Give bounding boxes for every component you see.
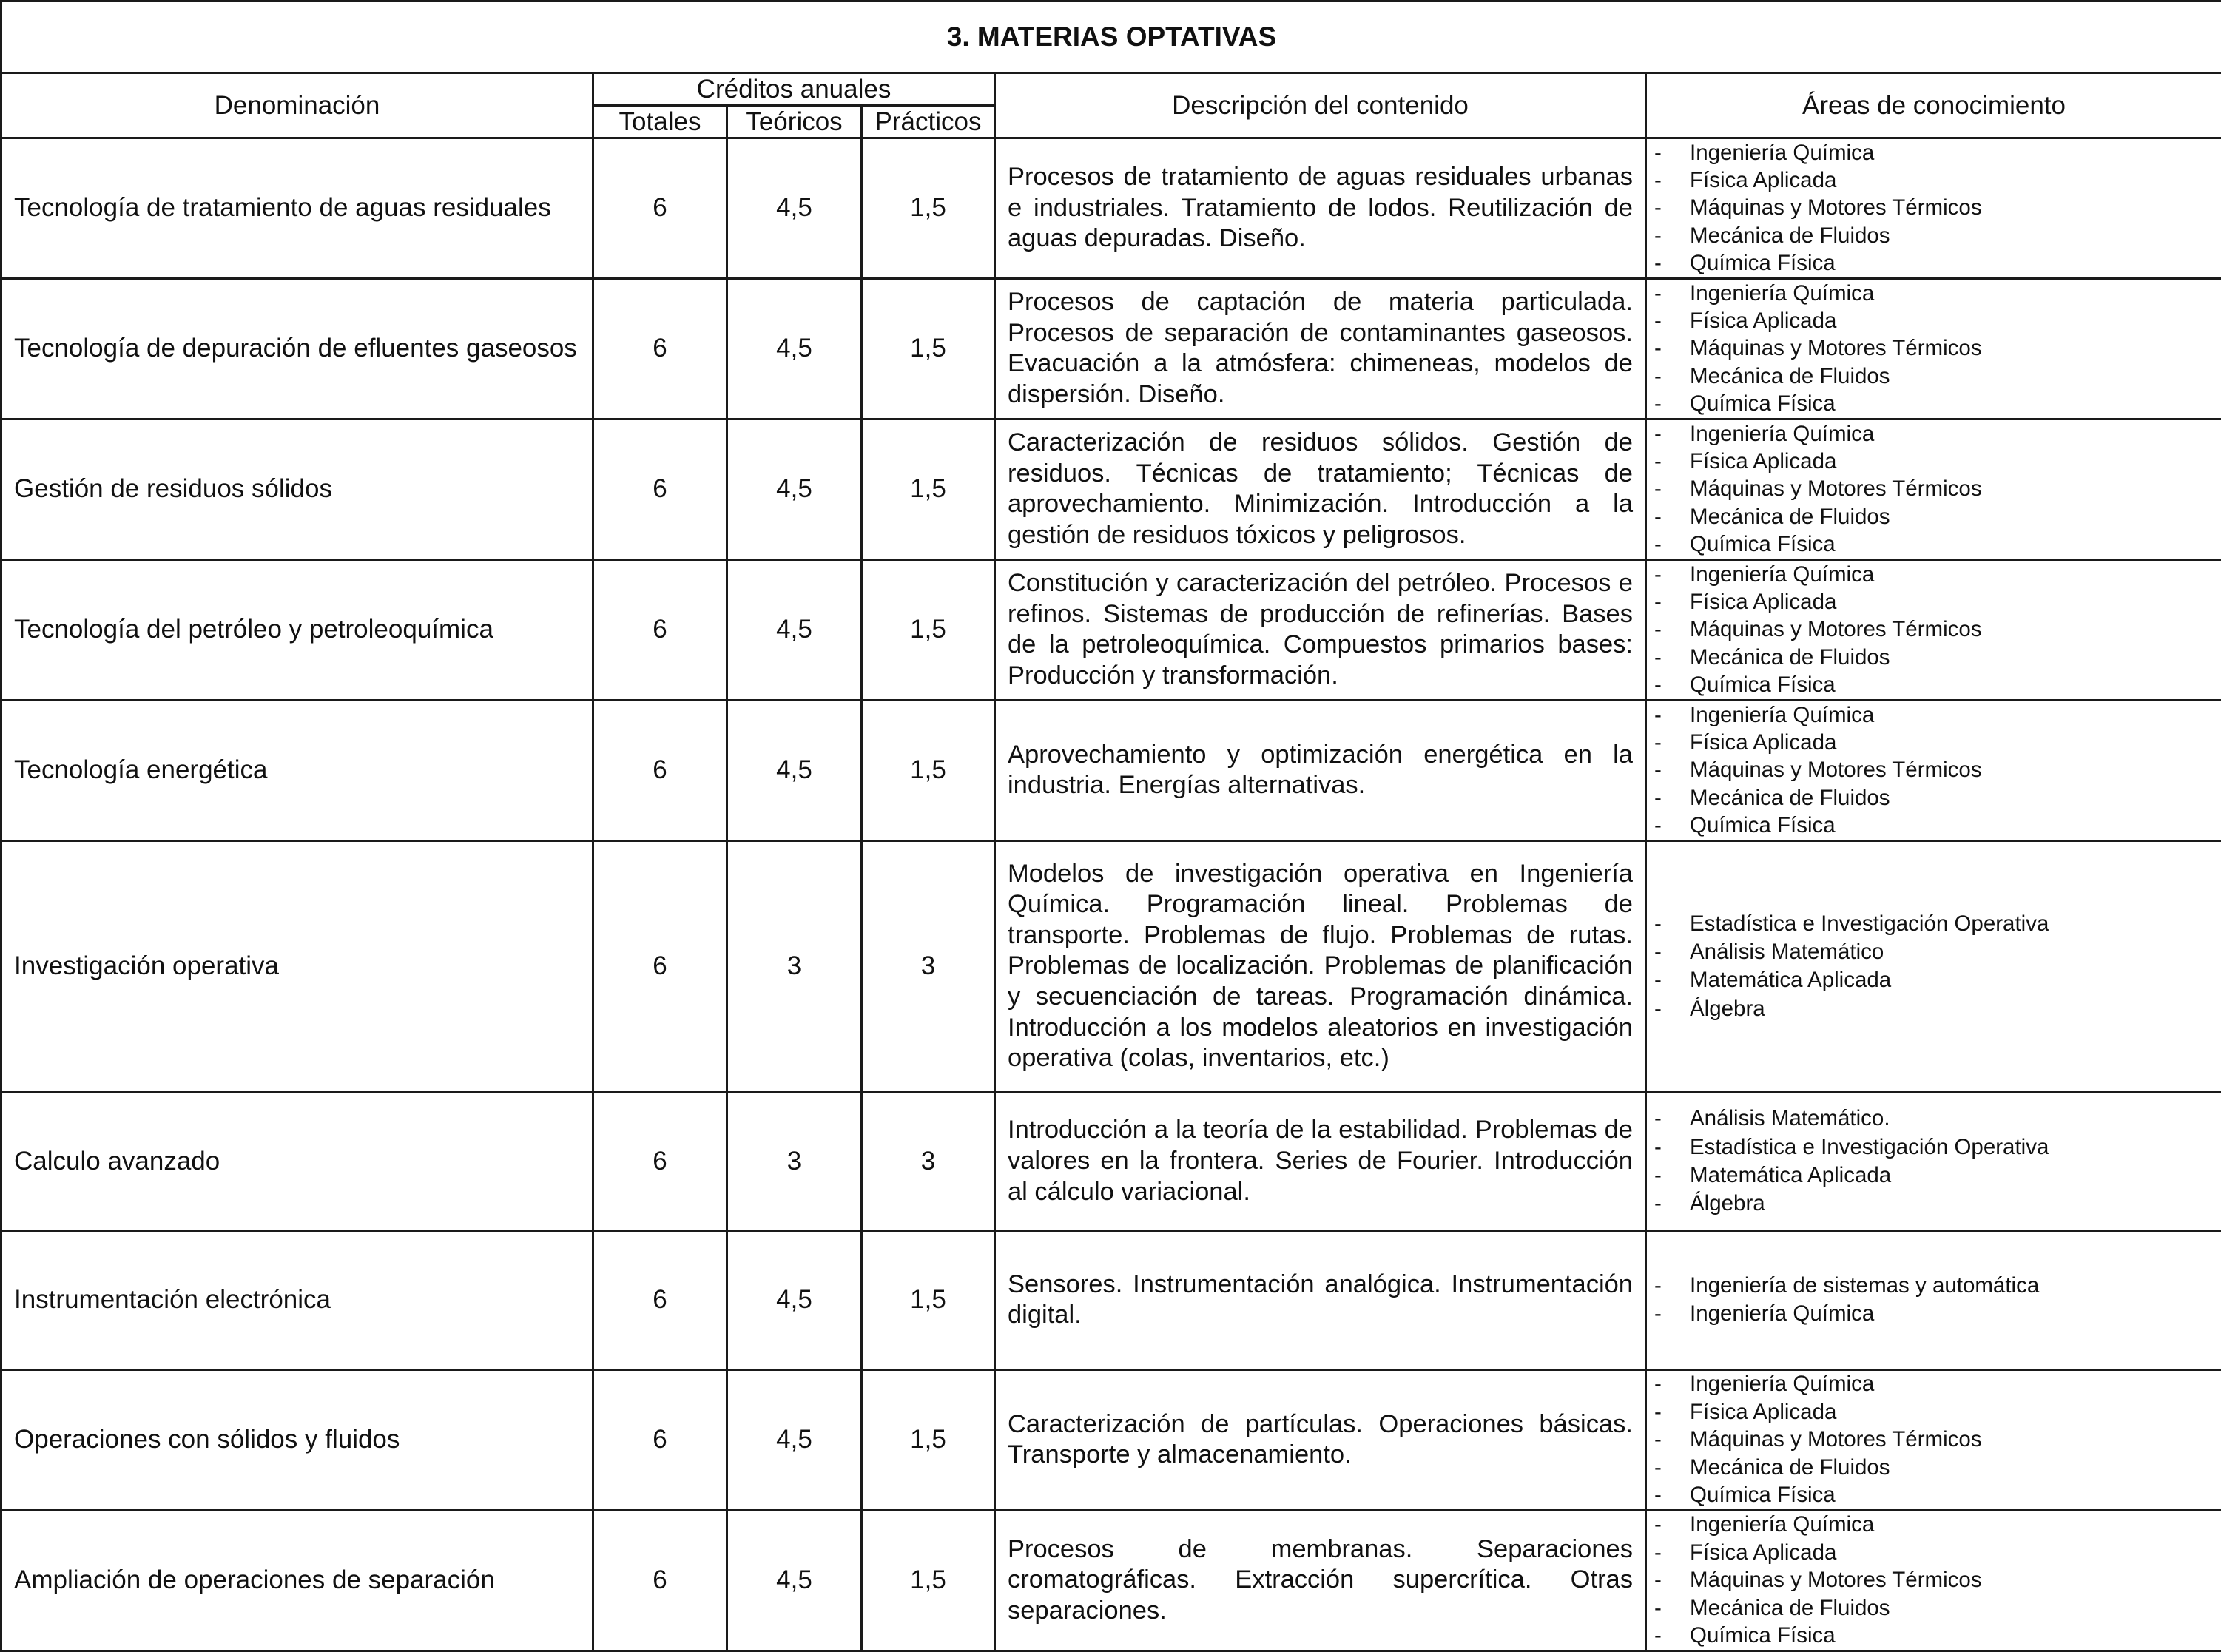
area-item — [1654, 139, 2221, 166]
bullet-dash: - — [1654, 532, 1690, 557]
area-label: Mecánica de Fluidos — [1690, 645, 1890, 670]
bullet-dash: - — [1654, 968, 1690, 993]
area-item — [1654, 222, 2221, 249]
bullet-dash: - — [1654, 758, 1690, 783]
area-label: Ingeniería Química — [1690, 703, 1874, 728]
knowledge-areas — [1646, 278, 2221, 419]
bullet-dash: - — [1654, 336, 1690, 361]
area-label: Física Aplicada — [1690, 449, 1836, 474]
area-label: Mecánica de Fluidos — [1690, 223, 1890, 249]
credits-teoricos: 4,5 — [727, 138, 862, 279]
credits-totales: 6 — [593, 840, 727, 1092]
credits-practicos: 1,5 — [862, 278, 995, 419]
area-item — [1654, 1133, 2221, 1162]
area-label: Ingeniería Química — [1690, 1301, 1874, 1326]
area-item — [1654, 812, 2221, 839]
area-item — [1654, 1594, 2221, 1622]
area-item — [1654, 910, 2221, 938]
bullet-dash: - — [1654, 562, 1690, 587]
knowledge-areas — [1646, 1369, 2221, 1510]
area-item — [1654, 1539, 2221, 1566]
content-description: Caracterización de partículas. Operaciones básicas. Transporte y almacenamiento. — [995, 1369, 1646, 1510]
credits-totales: 6 — [593, 700, 727, 840]
credits-practicos: 1,5 — [862, 1510, 995, 1651]
area-label: Máquinas y Motores Térmicos — [1690, 617, 1982, 642]
bullet-dash: - — [1654, 1540, 1690, 1565]
area-label: Matemática Aplicada — [1690, 1163, 1891, 1188]
content-description: Caracterización de residuos sólidos. Gestión de residuos. Técnicas de tratamiento; Técnicas de aprovechamiento. Minimización. Introducción a la gestión de residuos tóxicos y peligrosos. — [995, 419, 1646, 559]
subject-name: Investigación operativa — [1, 840, 593, 1092]
bullet-dash: - — [1654, 1191, 1690, 1216]
credits-totales: 6 — [593, 419, 727, 559]
table-row — [1, 559, 2221, 700]
area-item — [1654, 448, 2221, 475]
area-label: Química Física — [1690, 1483, 1836, 1508]
credits-practicos: 1,5 — [862, 138, 995, 279]
area-label: Mecánica de Fluidos — [1690, 786, 1890, 811]
bullet-dash: - — [1654, 590, 1690, 615]
area-label: Máquinas y Motores Térmicos — [1690, 1568, 1982, 1593]
area-item — [1654, 1567, 2221, 1594]
area-label: Física Aplicada — [1690, 1400, 1836, 1425]
subject-name: Ampliación de operaciones de separación — [1, 1510, 593, 1651]
area-item — [1654, 503, 2221, 530]
content-description: Introducción a la teoría de la estabilidad. Problemas de valores en la frontera. Series de Fourier. Introducción al cálculo variacional. — [995, 1092, 1646, 1230]
area-label: Física Aplicada — [1690, 168, 1836, 193]
subject-name: Operaciones con sólidos y fluidos — [1, 1369, 593, 1510]
bullet-dash: - — [1654, 911, 1690, 937]
area-label: Química Física — [1690, 532, 1836, 557]
area-item — [1654, 166, 2221, 194]
bullet-dash: - — [1654, 1455, 1690, 1480]
area-item — [1654, 1162, 2221, 1190]
credits-teoricos: 4,5 — [727, 1510, 862, 1651]
table-row — [1, 1230, 2221, 1369]
area-item — [1654, 1454, 2221, 1481]
area-item — [1654, 1300, 2221, 1328]
bullet-dash: - — [1654, 672, 1690, 698]
table-row — [1, 1092, 2221, 1230]
credits-totales: 6 — [593, 559, 727, 700]
area-item — [1654, 391, 2221, 418]
area-label: Ingeniería de sistemas y automática — [1690, 1273, 2039, 1298]
bullet-dash: - — [1654, 997, 1690, 1022]
area-item — [1654, 671, 2221, 698]
area-label: Ingeniería Química — [1690, 422, 1874, 447]
area-label: Mecánica de Fluidos — [1690, 1455, 1890, 1480]
area-item — [1654, 729, 2221, 756]
bullet-dash: - — [1654, 281, 1690, 306]
credits-totales: 6 — [593, 1369, 727, 1510]
credits-practicos: 3 — [862, 840, 995, 1092]
area-label: Ingeniería Química — [1690, 1512, 1874, 1537]
area-item — [1654, 616, 2221, 644]
bullet-dash: - — [1654, 141, 1690, 166]
credits-totales: 6 — [593, 138, 727, 279]
bullet-dash: - — [1654, 195, 1690, 220]
table-row — [1, 278, 2221, 419]
area-label: Física Aplicada — [1690, 590, 1836, 615]
subject-name: Tecnología de depuración de efluentes gaseosos — [1, 278, 593, 419]
subject-name: Gestión de residuos sólidos — [1, 419, 593, 559]
bullet-dash: - — [1654, 617, 1690, 642]
area-label: Álgebra — [1690, 997, 1765, 1022]
content-description: Sensores. Instrumentación analógica. Instrumentación digital. — [995, 1230, 1646, 1369]
area-label: Estadística e Investigación Operativa — [1690, 911, 2049, 937]
area-label: Química Física — [1690, 391, 1836, 417]
area-item — [1654, 1481, 2221, 1508]
header-practicos: Prácticos — [862, 106, 995, 138]
credits-practicos: 3 — [862, 1092, 995, 1230]
credits-teoricos: 4,5 — [727, 419, 862, 559]
table-row — [1, 1369, 2221, 1510]
area-item — [1654, 1622, 2221, 1649]
area-label: Ingeniería Química — [1690, 281, 1874, 306]
area-item — [1654, 1105, 2221, 1133]
knowledge-areas — [1646, 1230, 2221, 1369]
table-row — [1, 138, 2221, 279]
knowledge-areas — [1646, 138, 2221, 279]
subject-name: Calculo avanzado — [1, 1092, 593, 1230]
area-item — [1654, 530, 2221, 558]
bullet-dash: - — [1654, 1512, 1690, 1537]
bullet-dash: - — [1654, 1483, 1690, 1508]
area-label: Física Aplicada — [1690, 730, 1836, 755]
bullet-dash: - — [1654, 786, 1690, 811]
area-item — [1654, 1426, 2221, 1454]
area-label: Química Física — [1690, 813, 1836, 838]
bullet-dash: - — [1654, 1135, 1690, 1160]
bullet-dash: - — [1654, 1400, 1690, 1425]
header-descripcion: Descripción del contenido — [995, 73, 1646, 138]
table-row — [1, 700, 2221, 840]
bullet-dash: - — [1654, 223, 1690, 249]
area-label: Estadística e Investigación Operativa — [1690, 1135, 2049, 1160]
bullet-dash: - — [1654, 1106, 1690, 1131]
credits-practicos: 1,5 — [862, 1230, 995, 1369]
bullet-dash: - — [1654, 1596, 1690, 1621]
content-description: Procesos de captación de materia particulada. Procesos de separación de contaminantes gaseosos. Evacuación a la atmósfera: chimeneas, modelos de dispersión. Diseño. — [995, 278, 1646, 419]
credits-teoricos: 3 — [727, 840, 862, 1092]
area-label: Mecánica de Fluidos — [1690, 505, 1890, 530]
table-row — [1, 419, 2221, 559]
area-item — [1654, 195, 2221, 222]
bullet-dash: - — [1654, 1372, 1690, 1397]
bullet-dash: - — [1654, 730, 1690, 755]
content-description: Modelos de investigación operativa en Ingeniería Química. Programación lineal. Problemas de transporte. Problemas de flujo. Problemas de rutas. Problemas de localización. Problemas de planificación y secuenciación de tareas. Programación dinámica. Introducción a los modelos aleatorios en investigación operativa (colas, inventarios, etc.) — [995, 840, 1646, 1092]
area-item — [1654, 1272, 2221, 1300]
knowledge-areas — [1646, 559, 2221, 700]
area-item — [1654, 363, 2221, 390]
bullet-dash: - — [1654, 940, 1690, 965]
area-item — [1654, 250, 2221, 277]
table-row — [1, 1510, 2221, 1651]
header-areas: Áreas de conocimiento — [1646, 73, 2221, 138]
credits-totales: 6 — [593, 1092, 727, 1230]
area-item — [1654, 476, 2221, 503]
knowledge-areas — [1646, 419, 2221, 559]
area-item — [1654, 938, 2221, 966]
bullet-dash: - — [1654, 1623, 1690, 1648]
area-item — [1654, 335, 2221, 363]
area-label: Álgebra — [1690, 1191, 1765, 1216]
bullet-dash: - — [1654, 1301, 1690, 1326]
area-item — [1654, 280, 2221, 307]
area-label: Máquinas y Motores Térmicos — [1690, 195, 1982, 220]
area-label: Ingeniería Química — [1690, 1372, 1874, 1397]
area-label: Física Aplicada — [1690, 1540, 1836, 1565]
area-label: Máquinas y Motores Térmicos — [1690, 336, 1982, 361]
header-denominacion: Denominación — [1, 73, 593, 138]
subject-name: Tecnología del petróleo y petroleoquímica — [1, 559, 593, 700]
credits-practicos: 1,5 — [862, 700, 995, 840]
area-label: Análisis Matemático — [1690, 940, 1884, 965]
area-item — [1654, 1190, 2221, 1218]
credits-teoricos: 4,5 — [727, 559, 862, 700]
credits-practicos: 1,5 — [862, 1369, 995, 1510]
area-label: Mecánica de Fluidos — [1690, 1596, 1890, 1621]
header-creditos-anuales: Créditos anuales — [593, 73, 995, 106]
area-label: Máquinas y Motores Térmicos — [1690, 758, 1982, 783]
credits-teoricos: 4,5 — [727, 1369, 862, 1510]
area-label: Máquinas y Motores Térmicos — [1690, 476, 1982, 502]
credits-teoricos: 4,5 — [727, 1230, 862, 1369]
area-item — [1654, 966, 2221, 994]
area-item — [1654, 644, 2221, 671]
subject-name: Instrumentación electrónica — [1, 1230, 593, 1369]
area-label: Ingeniería Química — [1690, 562, 1874, 587]
area-label: Química Física — [1690, 1623, 1836, 1648]
area-item — [1654, 1511, 2221, 1539]
area-item — [1654, 784, 2221, 812]
area-item — [1654, 420, 2221, 448]
table-row — [1, 840, 2221, 1092]
area-label: Química Física — [1690, 251, 1836, 276]
bullet-dash: - — [1654, 251, 1690, 276]
bullet-dash: - — [1654, 703, 1690, 728]
bullet-dash: - — [1654, 645, 1690, 670]
bullet-dash: - — [1654, 449, 1690, 474]
knowledge-areas — [1646, 1510, 2221, 1651]
credits-teoricos: 3 — [727, 1092, 862, 1230]
bullet-dash: - — [1654, 309, 1690, 334]
area-item — [1654, 757, 2221, 784]
content-description: Constitución y caracterización del petróleo. Procesos e refinos. Sistemas de producción de refinerías. Bases de la petroleoquímica. Compuestos primarios bases: Producción y transformación. — [995, 559, 1646, 700]
header-teoricos: Teóricos — [727, 106, 862, 138]
knowledge-areas — [1646, 700, 2221, 840]
bullet-dash: - — [1654, 1163, 1690, 1188]
bullet-dash: - — [1654, 422, 1690, 447]
area-item — [1654, 1371, 2221, 1398]
knowledge-areas — [1646, 840, 2221, 1092]
bullet-dash: - — [1654, 813, 1690, 838]
knowledge-areas — [1646, 1092, 2221, 1230]
credits-totales: 6 — [593, 1510, 727, 1651]
subject-name: Tecnología energética — [1, 700, 593, 840]
area-label: Análisis Matemático. — [1690, 1106, 1890, 1131]
credits-teoricos: 4,5 — [727, 278, 862, 419]
credits-totales: 6 — [593, 1230, 727, 1369]
area-label: Matemática Aplicada — [1690, 968, 1891, 993]
content-description: Procesos de tratamiento de aguas residuales urbanas e industriales. Tratamiento de lodos. Reutilización de aguas depuradas. Diseño. — [995, 138, 1646, 279]
table-title: 3. MATERIAS OPTATIVAS — [1, 1, 2221, 73]
bullet-dash: - — [1654, 1427, 1690, 1452]
area-item — [1654, 701, 2221, 729]
area-item — [1654, 588, 2221, 616]
content-description: Procesos de membranas. Separaciones cromatográficas. Extracción supercrítica. Otras separaciones. — [995, 1510, 1646, 1651]
area-label: Ingeniería Química — [1690, 141, 1874, 166]
subject-name: Tecnología de tratamiento de aguas residuales — [1, 138, 593, 279]
header-totales: Totales — [593, 106, 727, 138]
bullet-dash: - — [1654, 1273, 1690, 1298]
credits-teoricos: 4,5 — [727, 700, 862, 840]
content-description: Aprovechamiento y optimización energética en la industria. Energías alternativas. — [995, 700, 1646, 840]
area-label: Máquinas y Motores Térmicos — [1690, 1427, 1982, 1452]
area-item — [1654, 1398, 2221, 1426]
area-item — [1654, 994, 2221, 1022]
credits-totales: 6 — [593, 278, 727, 419]
credits-practicos: 1,5 — [862, 419, 995, 559]
bullet-dash: - — [1654, 364, 1690, 389]
area-label: Física Aplicada — [1690, 309, 1836, 334]
bullet-dash: - — [1654, 168, 1690, 193]
bullet-dash: - — [1654, 476, 1690, 502]
credits-practicos: 1,5 — [862, 559, 995, 700]
area-item — [1654, 561, 2221, 588]
bullet-dash: - — [1654, 1568, 1690, 1593]
bullet-dash: - — [1654, 505, 1690, 530]
bullet-dash: - — [1654, 391, 1690, 417]
area-label: Química Física — [1690, 672, 1836, 698]
area-item — [1654, 307, 2221, 334]
area-label: Mecánica de Fluidos — [1690, 364, 1890, 389]
